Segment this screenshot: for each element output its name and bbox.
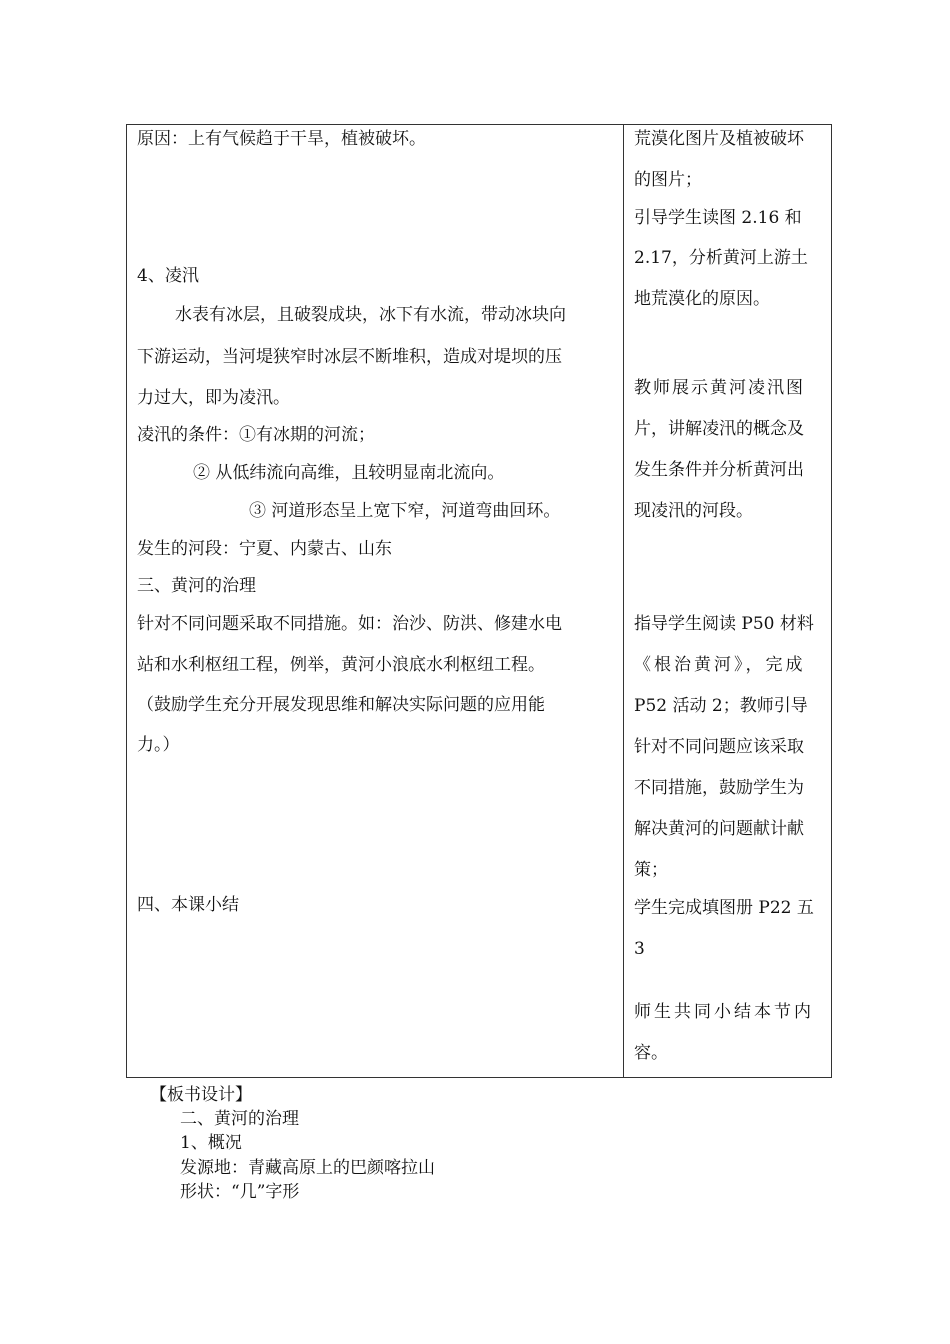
teaching-note-line: P52 活动 2；教师引导	[634, 696, 808, 716]
section-4b-title: 四、本课小结	[137, 895, 239, 915]
teaching-note-line: 荒漠化图片及植被破坏	[634, 129, 804, 149]
ice-flood-definition-line-1: 水表有冰层，且破裂成块，冰下有水流，带动冰块向	[175, 305, 566, 325]
ice-flood-definition-line-3: 力过大，即为凌汛。	[137, 388, 290, 408]
teaching-note-line: 的图片；	[634, 170, 702, 190]
teaching-note-line: 发生条件并分析黄河出	[634, 460, 804, 480]
teaching-note-line: 3	[634, 939, 645, 959]
ice-flood-definition-line-2: 下游运动，当河堤狭窄时冰层不断堆积，造成对堤坝的压	[137, 347, 562, 367]
teaching-note-line: 针对不同问题应该采取	[634, 737, 804, 757]
teaching-note-line: 片，讲解凌汛的概念及	[634, 419, 804, 439]
section-4-title: 4、凌汛	[137, 266, 199, 286]
teaching-note-line: 《根治黄河》，完成	[634, 655, 806, 675]
teaching-note-line: 学生完成填图册 P22 五	[634, 898, 814, 918]
board-design-shape: 形状：“几”字形	[180, 1182, 300, 1202]
encourage-line-1: （鼓励学生充分开展发现思维和解决实际问题的应用能	[137, 695, 545, 715]
teaching-note-line: 不同措施，鼓励学生为	[634, 778, 804, 798]
teaching-note-line: 策；	[634, 860, 668, 880]
teaching-note-line: 2.17，分析黄河上游土	[634, 248, 808, 268]
teaching-note-line: 引导学生读图 2.16 和	[634, 208, 802, 228]
measures-line-1: 针对不同问题采取不同措施。如：治沙、防洪、修建水电	[137, 614, 562, 634]
board-design-title: 【板书设计】	[150, 1085, 252, 1105]
column-divider	[623, 125, 624, 1077]
teaching-note-line: 师生共同小结本节内	[634, 1002, 814, 1022]
ice-flood-condition-2: ② 从低纬流向高维，且较明显南北流向。	[193, 463, 505, 483]
ice-flood-reaches: 发生的河段：宁夏、内蒙古、山东	[137, 539, 392, 559]
measures-line-2: 站和水利枢纽工程，例举，黄河小浪底水利枢纽工程。	[137, 655, 545, 675]
teaching-note-line: 现凌汛的河段。	[634, 501, 753, 521]
ice-flood-condition-1: 凌汛的条件：①有冰期的河流；	[137, 425, 375, 445]
board-design-source: 发源地：青藏高原上的巴颜喀拉山	[180, 1158, 435, 1178]
lesson-plan-table	[126, 124, 832, 1078]
ice-flood-condition-3: ③ 河道形态呈上宽下窄，河道弯曲回环。	[249, 501, 561, 521]
teaching-note-line: 地荒漠化的原因。	[634, 289, 770, 309]
section-3-title: 三、黄河的治理	[137, 576, 256, 596]
board-design-heading: 二、黄河的治理	[180, 1109, 299, 1129]
board-design-item-1: 1、概况	[180, 1133, 242, 1153]
teaching-note-line: 指导学生阅读 P50 材料	[634, 614, 814, 634]
encourage-line-2: 力。）	[137, 735, 180, 755]
teaching-note-line: 容。	[634, 1043, 668, 1063]
teaching-note-line: 解决黄河的问题献计献	[634, 819, 804, 839]
teaching-note-line: 教师展示黄河凌汛图	[634, 378, 805, 398]
cause-text: 原因：上有气候趋于干旱，植被破坏。	[137, 129, 426, 149]
